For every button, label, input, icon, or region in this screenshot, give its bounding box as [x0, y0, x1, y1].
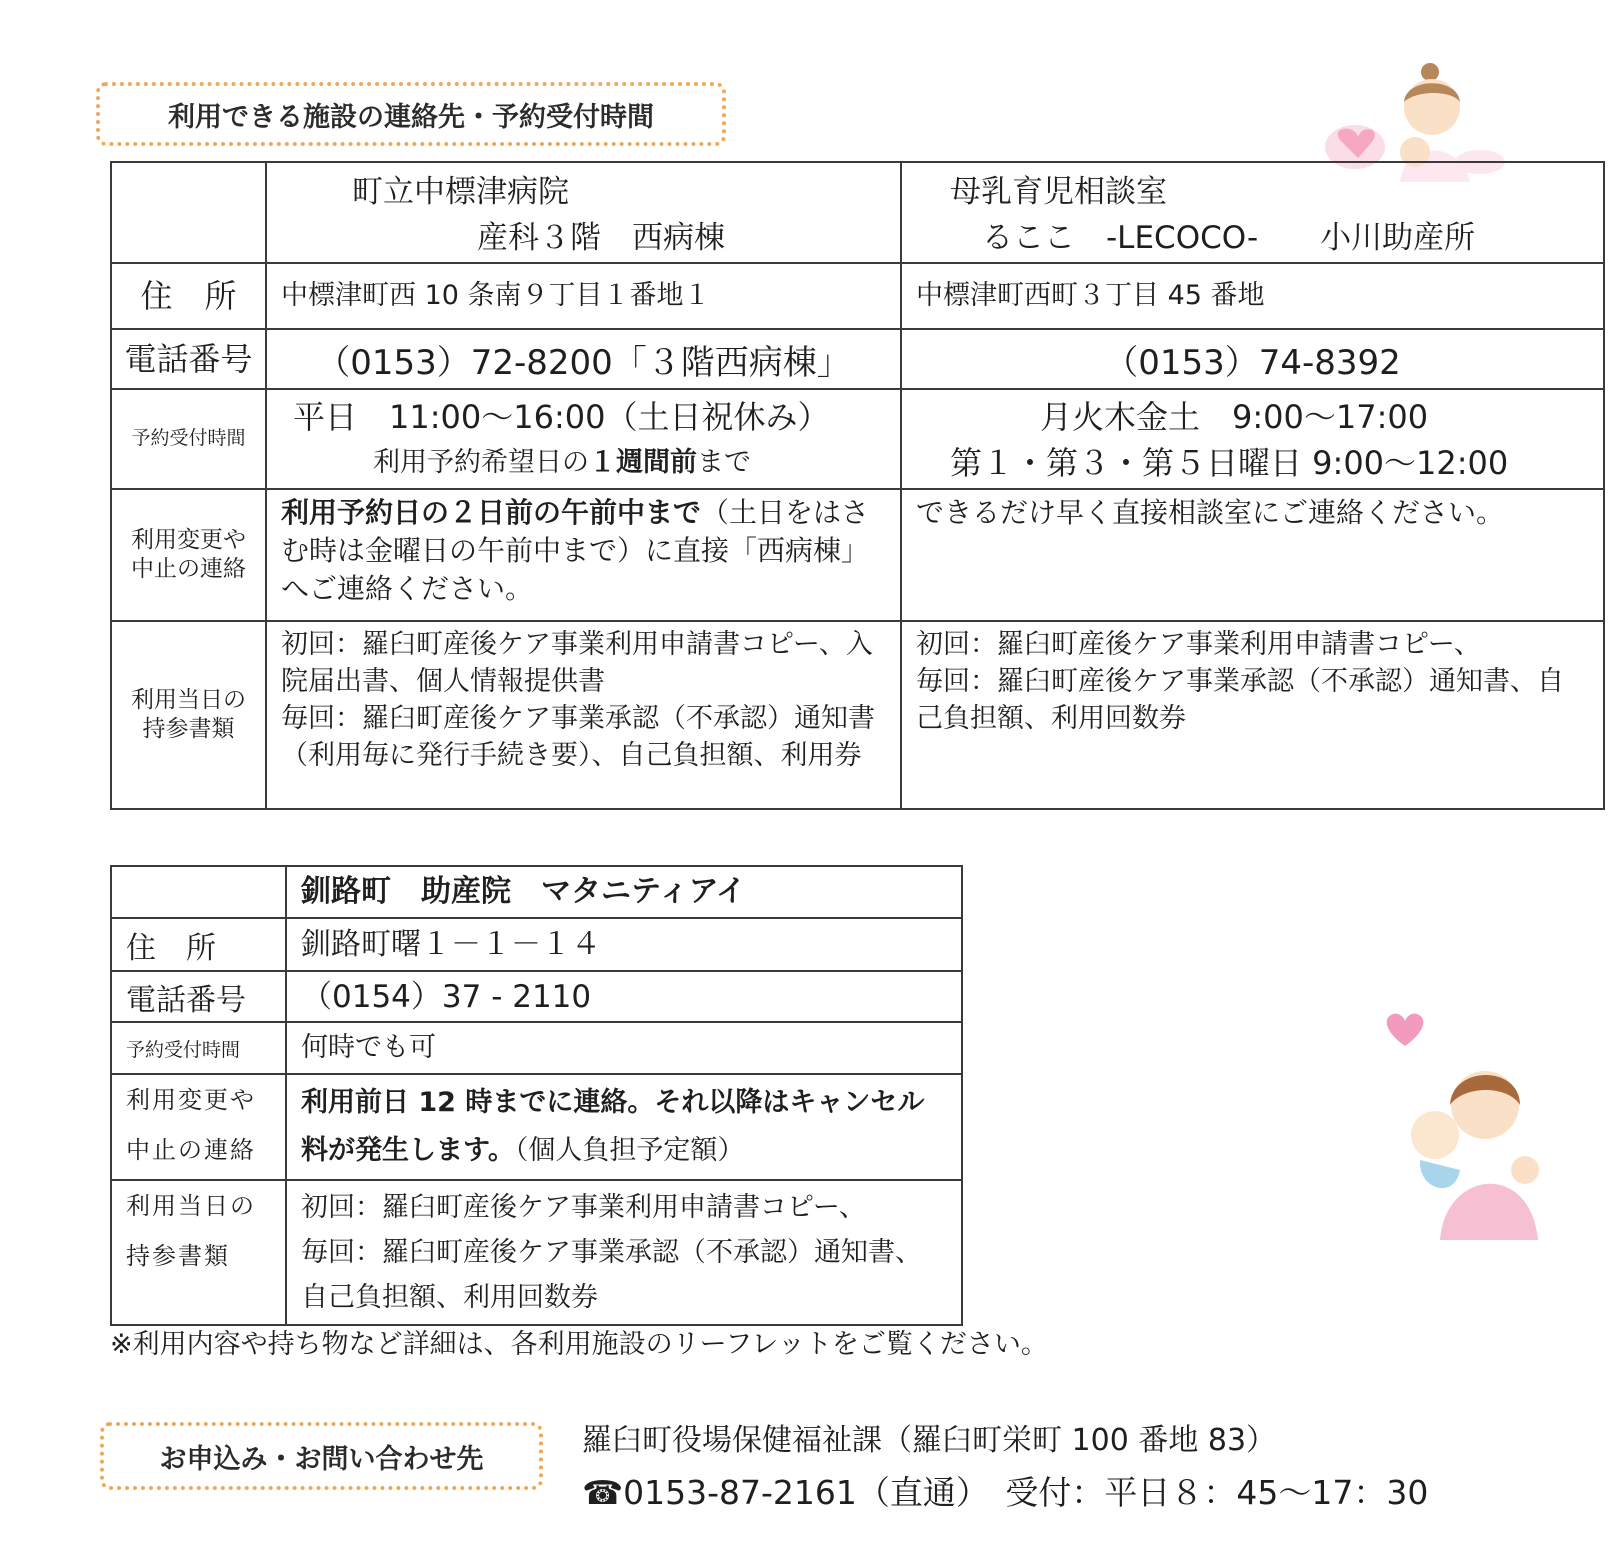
- maternity-hours: 何時でも可: [286, 1022, 962, 1074]
- lecoco-subname: るここ -LECOCO- 小川助産所: [982, 220, 1476, 256]
- mother-holding-baby-illustration: [1390, 1060, 1540, 1240]
- contact-office: 羅臼町役場保健福祉課（羅臼町栄町 100 番地 83）: [582, 1423, 1277, 1458]
- contact-badge-label: お申込み・お問い合わせ先: [159, 1443, 484, 1475]
- hospital-docs-first: 初回：羅臼町産後ケア事業利用申請書コピー、入院届出書、個人情報提供書: [281, 629, 873, 697]
- lecoco-change: できるだけ早く直接相談室にご連絡ください。: [901, 489, 1604, 621]
- hospital-hours-line1: 平日 11:00～16:00（土日祝休み）: [293, 398, 830, 436]
- address-label-2: 住 所: [111, 918, 286, 971]
- maternity-docs-every: 毎回：羅臼町産後ケア事業承認（不承認）通知書、: [301, 1237, 922, 1268]
- lecoco-hours: [901, 389, 1604, 489]
- lecoco-address: 中標津町西町３丁目 45 番地: [901, 263, 1604, 329]
- contact-badge: [100, 1422, 543, 1490]
- lecoco-documents: [901, 621, 1604, 809]
- hospital-hours-line2: [293, 440, 900, 486]
- lecoco-name: 母乳育児相談室: [950, 174, 1167, 210]
- maternity-address: 釧路町曙１－１－１４: [286, 918, 962, 971]
- lecoco-hours-line1: 月火木金土 9:00～17:00: [1040, 398, 1429, 436]
- maternity-change: [286, 1074, 962, 1180]
- hospital-change-rest: （土日をはさむ時は金曜日の午前中まで）に直接「西病棟」へご連絡ください。: [281, 496, 870, 605]
- documents-label: 利用当日の持参書類: [111, 621, 266, 809]
- hospital-hours: [266, 389, 901, 489]
- hospital-hours-bold: １週間前: [589, 447, 697, 478]
- hospital-documents: [266, 621, 901, 809]
- contact-info: [582, 1415, 1428, 1519]
- section-title-badge: [96, 82, 726, 146]
- lecoco-hours-line2: 第１・第３・第５日曜日 9:00～12:00: [950, 444, 1509, 482]
- heart-icon: [1380, 1010, 1430, 1050]
- phone-label: 電話番号: [111, 329, 266, 389]
- reservation-hours-label-2: 予約受付時間: [111, 1022, 286, 1074]
- hospital-name: 町立中標津病院: [352, 174, 569, 210]
- lecoco-docs-every: 毎回：羅臼町産後ケア事業承認（不承認）通知書、自己負担額、利用回数券: [916, 666, 1564, 734]
- maternity-docs-first: 初回：羅臼町産後ケア事業利用申請書コピー、: [301, 1192, 866, 1223]
- footnote: ※利用内容や持ち物など詳細は、各利用施設のリーフレットをご覧ください。: [110, 1329, 1048, 1360]
- maternity-documents: [286, 1180, 962, 1325]
- hospital-phone: （0153）72-8200「３階西病棟」: [266, 329, 901, 389]
- phone-label-2: 電話番号: [111, 971, 286, 1022]
- lecoco-name-cell: [901, 162, 1604, 263]
- hospital-address: 中標津町西 10 条南９丁目１番地１: [266, 263, 901, 329]
- corner-cell: [111, 162, 266, 263]
- address-label: 住 所: [111, 263, 266, 329]
- hospital-change-bold: 利用予約日の２日前の午前中まで: [281, 496, 702, 529]
- hospital-docs-every: 毎回：羅臼町産後ケア事業承認（不承認）通知書（利用毎に発行手続き要）、自己負担額、利用券: [281, 703, 875, 771]
- maternity-change-rest: （個人負担予定額）: [514, 1135, 745, 1166]
- hospital-name-cell: [266, 162, 901, 263]
- facility-table-1: [110, 161, 1605, 810]
- section-title: 利用できる施設の連絡先・予約受付時間: [168, 101, 654, 133]
- change-cancel-label-2: 利用変更や中止の連絡: [111, 1074, 286, 1180]
- lecoco-docs-first: 初回：羅臼町産後ケア事業利用申請書コピー、: [916, 629, 1481, 660]
- corner-cell-2: [111, 866, 286, 918]
- reservation-hours-label: 予約受付時間: [111, 389, 266, 489]
- documents-label-2: 利用当日の持参書類: [111, 1180, 286, 1325]
- change-cancel-label: 利用変更や中止の連絡: [111, 489, 266, 621]
- facility-table-2: [110, 865, 963, 1326]
- lecoco-phone: （0153）74-8392: [901, 329, 1604, 389]
- contact-phone: ☎0153-87-2161（直通） 受付：平日８：45～17：30: [582, 1473, 1429, 1512]
- hospital-hours-post: まで: [697, 447, 751, 478]
- maternity-name: 釧路町 助産院 マタニティアイ: [286, 866, 962, 918]
- hospital-ward: 産科３階 西病棟: [477, 220, 725, 256]
- maternity-change-bold: 利用前日 12 時までに連絡。それ以降はキャンセル料が発生します。: [301, 1087, 925, 1166]
- maternity-phone: （0154）37 - 2110: [286, 971, 962, 1022]
- maternity-docs-every-cont: 自己負担額、利用回数券: [301, 1282, 598, 1313]
- hospital-hours-pre: 利用予約希望日の: [373, 447, 589, 478]
- hospital-change: [266, 489, 901, 621]
